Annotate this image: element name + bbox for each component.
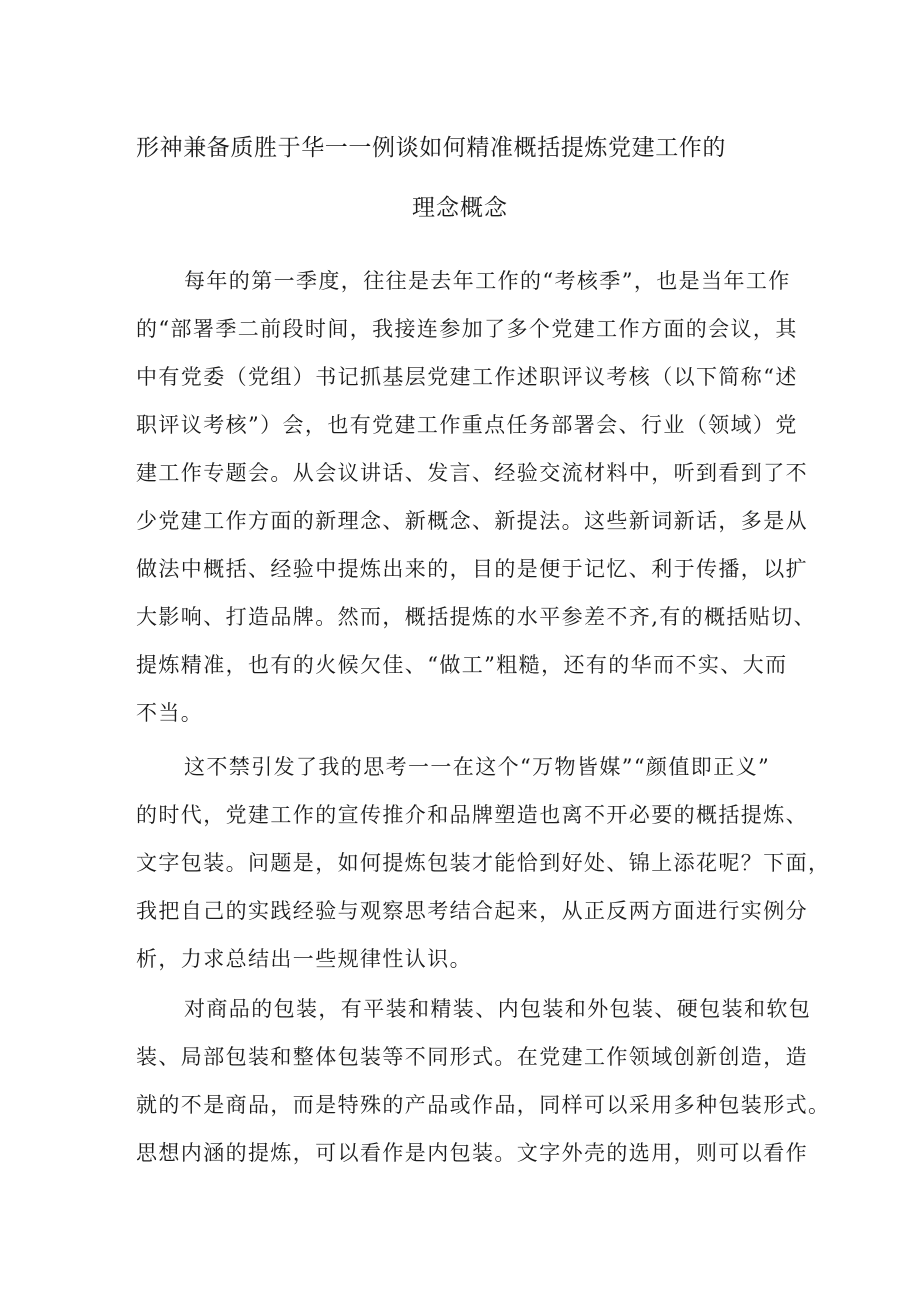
paragraph-1-line-9: 提炼精准，也有的火候欠佳、“做工”粗糙，还有的华而不实、大而 — [136, 653, 788, 677]
paragraph-2-line-2: 的时代，党建工作的宣传推介和品牌塑造也离不开必要的概括提炼、 — [136, 803, 808, 827]
paragraph-2-line-5: 析，力求总结出一些规律性认识。 — [136, 947, 472, 971]
paragraph-1-line-3: 中有党委（党组）书记抓基层党建工作述职评议考核（以下简称“述 — [136, 365, 798, 389]
paragraph-1-line-10: 不当。 — [136, 701, 204, 725]
paragraph-3-line-4: 思想内涵的提炼，可以看作是内包装。文字外壳的选用，则可以看作 — [136, 1141, 808, 1165]
paragraph-1-line-8: 大影响、打造品牌。然而，概括提炼的水平参差不齐,有的概括贴切、 — [136, 605, 817, 629]
paragraph-1-line-2: 的“部署季二前段时间，我接连参加了多个党建工作方面的会议，其 — [136, 317, 798, 341]
paragraph-3-line-3: 就的不是商品，而是特殊的产品或作品，同样可以采用多种包装形式。 — [136, 1093, 831, 1117]
paragraph-1-line-5: 建工作专题会。从会议讲话、发言、经验交流材料中，听到看到了不 — [136, 461, 808, 485]
paragraph-3-line-1: 对商品的包装，有平装和精装、内包装和外包装、硬包装和软包 — [184, 997, 812, 1021]
paragraph-2-line-1: 这不禁引发了我的思考一一在这个“万物皆媒”“颜值即正义” — [184, 755, 771, 779]
paragraph-1-line-6: 少党建工作方面的新理念、新概念、新提法。这些新词新话，多是从 — [136, 509, 808, 533]
paragraph-1-line-4: 职评议考核”）会，也有党建工作重点任务部署会、行业（领域）党 — [136, 413, 798, 437]
paragraph-2-line-4: 我把自己的实践经验与观察思考结合起来，从正反两方面进行实例分 — [136, 899, 808, 923]
document-title-line-2: 理念概念 — [412, 195, 508, 221]
paragraph-2-line-3: 文字包装。问题是，如何提炼包装才能恰到好处、锦上添花呢？下面， — [136, 851, 831, 875]
paragraph-1-line-1: 每年的第一季度，往往是去年工作的“考核季”，也是当年工作 — [184, 269, 791, 293]
document-title-line-1: 形神兼备质胜于华一一例谈如何精准概括提炼党建工作的 — [136, 135, 726, 161]
paragraph-1-line-7: 做法中概括、经验中提炼出来的，目的是便于记忆、利于传播，以扩 — [136, 557, 808, 581]
paragraph-3-line-2: 装、局部包装和整体包装等不同形式。在党建工作领域创新创造，造 — [136, 1045, 808, 1069]
